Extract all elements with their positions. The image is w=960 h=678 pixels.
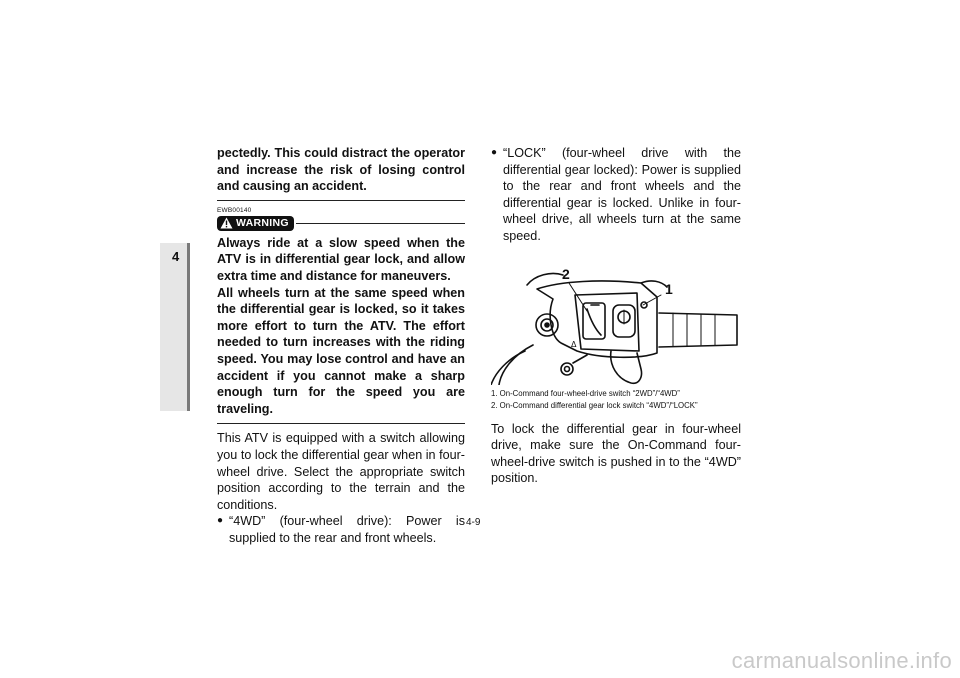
warning-badge	[217, 216, 294, 231]
closing-text: To lock the differential gear in four-wheel drive, make sure the On-Command four-wheel-drive switch is pushed in to the “4WD” position.	[491, 421, 741, 486]
watermark: carmanualsonline.info	[731, 648, 952, 673]
caption-item-2: 2. On-Command differential gear lock switch “4WD”/“LOCK”	[491, 400, 698, 410]
continuation-text: pectedly. This could distract the operator and increase the risk of losing control and causing an accident.	[217, 146, 465, 194]
warning-paragraph-1: Always ride at a slow speed when the ATV is in differential gear lock, and allow extra time and distance for maneuvers.	[217, 235, 465, 283]
warning-top-rule	[217, 200, 465, 201]
chapter-number: 4	[172, 249, 180, 264]
bullet-dot-icon: ●	[217, 515, 224, 527]
callout-1: 1	[665, 280, 673, 297]
handlebar-switch-drawing	[491, 255, 739, 385]
warning-triangle-icon	[220, 217, 233, 229]
bullet-dot-icon: ●	[491, 147, 498, 158]
switch-illustration	[491, 255, 739, 385]
warning-header-rule	[296, 223, 465, 224]
warning-header	[217, 216, 465, 231]
chapter-tab	[160, 243, 190, 411]
warning-paragraph-2: All wheels turn at the same speed when the differential gear is locked, so it takes more effort to turn the ATV. The effort needed to turn increases with the riding speed. You may lose control and have an accident if you cannot make a sharp enough turn for the speed you are traveling.	[217, 285, 465, 416]
callout-2: 2	[562, 265, 570, 282]
triangle-mark: Δ	[571, 339, 577, 349]
warning-label: WARNING	[236, 216, 289, 229]
bullet-4wd-text: “4WD” (four-wheel drive): Power is supplied to the rear and front wheels.	[229, 514, 465, 545]
warning-bottom-rule	[217, 423, 465, 424]
bullet-lock	[491, 145, 741, 245]
bullet-4wd	[217, 513, 465, 546]
bullet-lock-text: “LOCK” (four-wheel drive with the differential gear locked): Power is supplied to the rear and front wheels and the differential gear is locked. Unlike in four-wheel drive, all wheels turn at the same speed.	[503, 146, 741, 243]
caption-item-1: 1. On-Command four-wheel-drive switch “2WD”/“4WD”	[491, 388, 680, 398]
body-text: This ATV is equipped with a switch allowing you to lock the differential gear when in four-wheel drive. Select the appropriate switch position according to the terrain and the conditions.	[217, 431, 465, 512]
warning-code: EWB00140	[217, 206, 252, 214]
right-column	[491, 145, 741, 487]
figure-captions	[491, 388, 741, 412]
left-column	[217, 145, 465, 546]
page-number: 4-9	[466, 517, 481, 528]
